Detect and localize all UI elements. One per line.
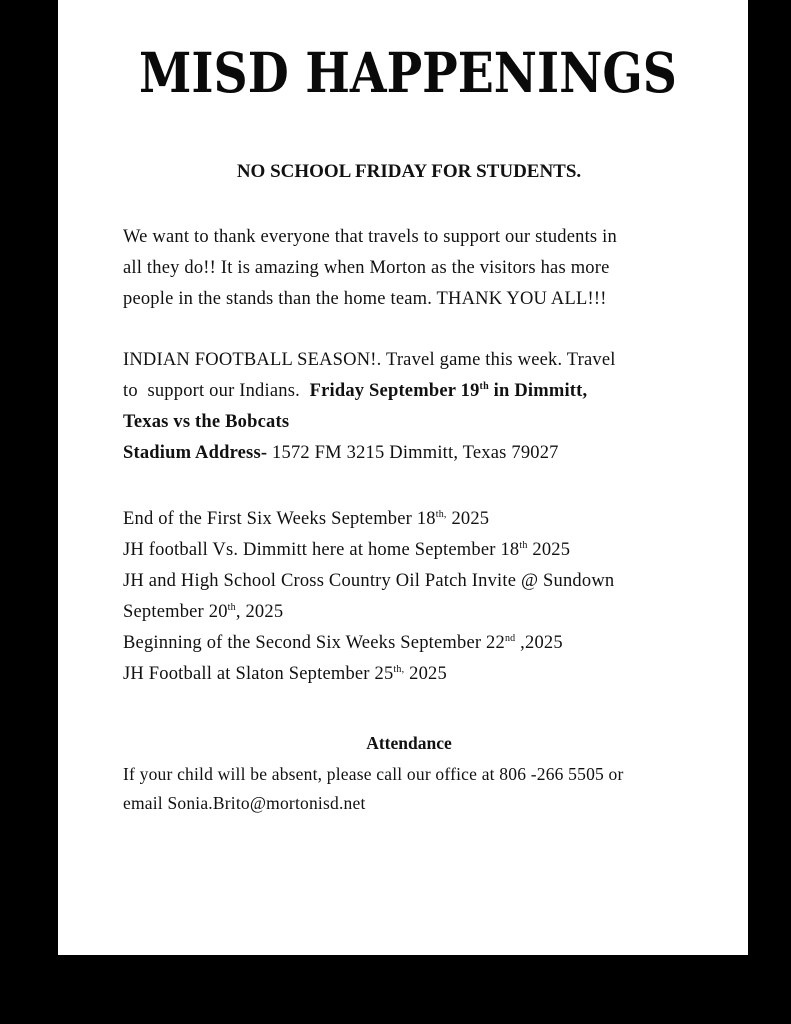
event-text: September 20	[123, 602, 228, 622]
thanks-line-1: We want to thank everyone that travels to support our students in	[123, 227, 617, 247]
event-item	[123, 535, 713, 566]
flyer-page	[58, 0, 748, 955]
game-date-suffix: in Dimmitt,	[488, 381, 588, 401]
event-text: JH football Vs. Dimmitt here at home September 18	[123, 540, 520, 560]
event-tail: 2025	[404, 664, 447, 684]
event-text: End of the First Six Weeks September 18	[123, 509, 436, 529]
stadium-address	[123, 438, 713, 469]
football-paragraph	[123, 345, 713, 469]
thanks-line-2: all they do!! It is amazing when Morton as the visitors has more	[123, 258, 610, 278]
event-item	[123, 504, 713, 535]
football-line-2-text: to support our Indians.	[123, 381, 310, 401]
game-date-prefix: Friday September 19	[309, 381, 480, 401]
page-title: MISD HAPPENINGS	[139, 40, 677, 105]
stadium-address-label: Stadium Address-	[123, 443, 268, 463]
event-sup: th	[519, 540, 528, 551]
event-sup: nd	[504, 633, 516, 644]
event-item	[123, 566, 713, 597]
event-item	[123, 628, 713, 659]
events-list	[123, 504, 713, 690]
game-date-sup: th	[479, 381, 489, 392]
attendance-paragraph	[123, 760, 723, 818]
opponent-line: Texas vs the Bobcats	[123, 412, 290, 432]
game-date	[310, 381, 588, 401]
event-tail: ,2025	[515, 633, 563, 653]
no-school-notice: NO SCHOOL FRIDAY FOR STUDENTS.	[236, 161, 582, 182]
event-text: JH Football at Slaton September 25	[123, 664, 394, 684]
stadium-address-value: 1572 FM 3215 Dimmitt, Texas 79027	[267, 443, 559, 463]
event-text: Beginning of the Second Six Weeks September 22	[123, 633, 505, 653]
football-line-2	[123, 376, 713, 407]
attendance-line-2: email Sonia.Brito@mortonisd.net	[123, 793, 366, 813]
event-tail: 2025	[527, 540, 571, 560]
event-item	[123, 659, 713, 690]
event-tail: 2025	[446, 509, 490, 529]
attendance-line-1: If your child will be absent, please call our office at 806 -266 5505 or	[123, 764, 624, 784]
thanks-line-3: people in the stands than the home team. THANK YOU ALL!!!	[123, 289, 607, 309]
event-sup: th	[227, 602, 236, 613]
event-item	[123, 597, 713, 628]
event-text: JH and High School Cross Country Oil Patch Invite @ Sundown	[123, 571, 615, 591]
attendance-heading: Attendance	[366, 733, 452, 753]
football-line-1: INDIAN FOOTBALL SEASON!. Travel game this week. Travel	[123, 350, 616, 370]
event-tail: , 2025	[235, 602, 284, 622]
thanks-paragraph	[123, 222, 713, 315]
event-sup: th,	[435, 509, 447, 520]
event-sup: th,	[393, 664, 405, 675]
